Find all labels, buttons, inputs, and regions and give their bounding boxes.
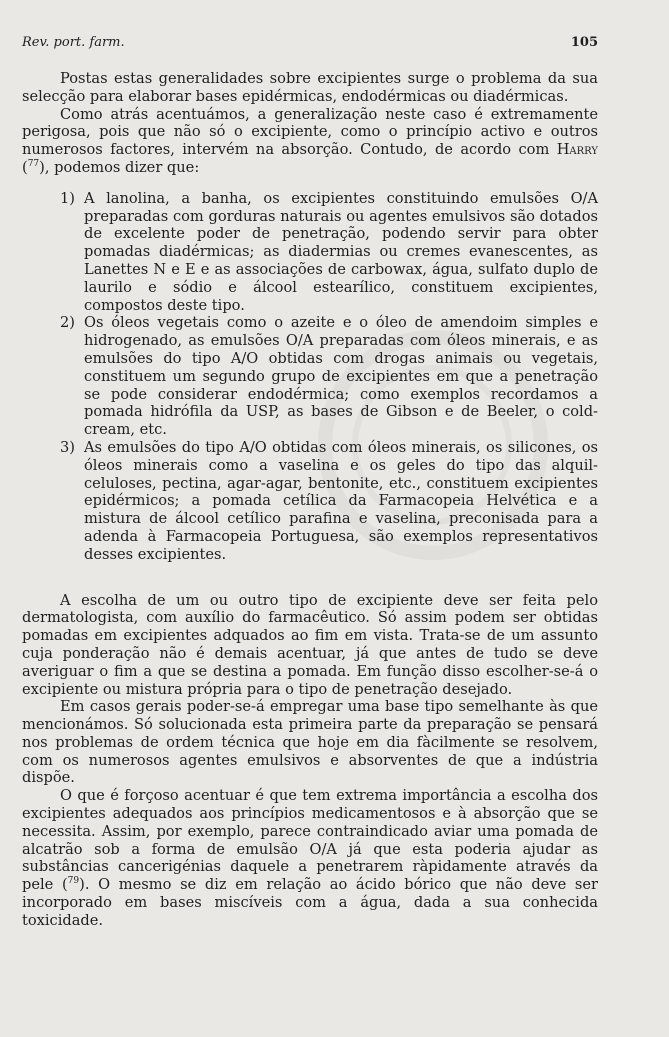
list-item: 2) Os óleos vegetais como o azeite e o óleo de amendoim simples e hidrogenado, as emulsões O/A preparadas com óleos minerais, e as emulsões do tipo A/O obtidas com drogas animais ou vegetais, constituem um segundo grupo de excipientes em que a penetração se pode considerar endodérmica; como exemplos recordamos a pomada hidrófila da USP, as bases de Gibson e de Beeler, o cold-cream, etc. [60,314,598,439]
list-number: 3) [60,438,75,456]
page-number: 105 [570,35,598,50]
paragraph: A escolha de um ou outro tipo de excipiente deve ser feita pelo dermatologista, com auxílio do farmacêutico. Só assim podem ser obtidas pomadas em excipientes adquados ao fim em vista. Trata-se de um assunto cuja ponderação não é demais acentuar, já que antes de tudo se deve averiguar o fim a que se destina a pomada. Em função disso escolher-se-á o excipiente ou mistura própria para o tipo de penetração desejado. [22,591,598,698]
footnote-ref: 77 [27,159,40,170]
excipient-list [22,190,598,564]
journal-title: Rev. port. farm. [22,35,125,50]
list-number: 1) [60,189,75,207]
list-item: 1) A lanolina, a banha, os excipientes constituindo emulsões O/A preparadas com gorduras naturais ou agentes emulsivos são dotados de excelente poder de penetração, podendo servir para obter pomadas diadérmicas; as diadermias ou cremes evanescentes, as Lanettes N e E e as associações de carbowax, água, sulfato duplo de laurilo e sódio e álcool estearílico, constituem excipientes, compostos deste tipo. [60,189,598,314]
paragraph: Como atrás acentuámos, a generalização neste caso é extremamente perigosa, pois que não só o excipiente, como o princípio activo e outros numerosos factores, intervém na absorção. Contudo, de acordo com Harry ($^{77}$), podemos dizer que: [22,105,599,176]
body-text [22,70,598,930]
list-item: 3) As emulsões do tipo A/O obtidas com óleos minerais, os silicones, os óleos minerais como a vaselina e os geles do tipo das alquil-celuloses, pectina, agar-agar, bentonite, etc., constituem excipientes epidérmicos; a pomada cetílica da Farmacopeia Helvética e a mistura de álcool cetílico parafina e vaselina, preconisada para a adenda à Farmacopeia Portuguesa, são exemplos representativos desses excipientes. [60,438,598,563]
paragraph: Em casos gerais poder-se-á empregar uma base tipo semelhante às que mencionámos. Só solucionada esta primeira parte da preparação se pensará nos problemas de ordem técnica que hoje em dia fàcilmente se resolvem, com os numerosos agentes emulsivos e absorventes de que a indústria dispõe. [22,698,598,787]
list-number: 2) [60,314,75,332]
citation-author: Harry [556,141,599,159]
running-header [22,35,598,53]
footnote-ref: 79 [67,876,80,887]
paragraph: O que é forçoso acentuar é que tem extrema importância a escolha dos excipientes adequados aos princípios medicamentosos e à absorção que se necessita. Assim, por exemplo, parece contraindicado aviar uma pomada de alcatrão sob a forma de emulsão O/A já que esta poderia ajudar as substâncias cancerigénias daquele a penetrarem ràpidamente através da pele ($^{79}$). O mesmo se diz em relação ao ácido bórico que não deve ser incorporado em bases miscíveis com a água, dada a sua conhecida toxicidade. [22,787,598,929]
paragraph: Postas estas generalidades sobre excipientes surge o problema da sua selecção para elaborar bases epidérmicas, endodérmicas ou diadérmicas. [22,70,598,105]
